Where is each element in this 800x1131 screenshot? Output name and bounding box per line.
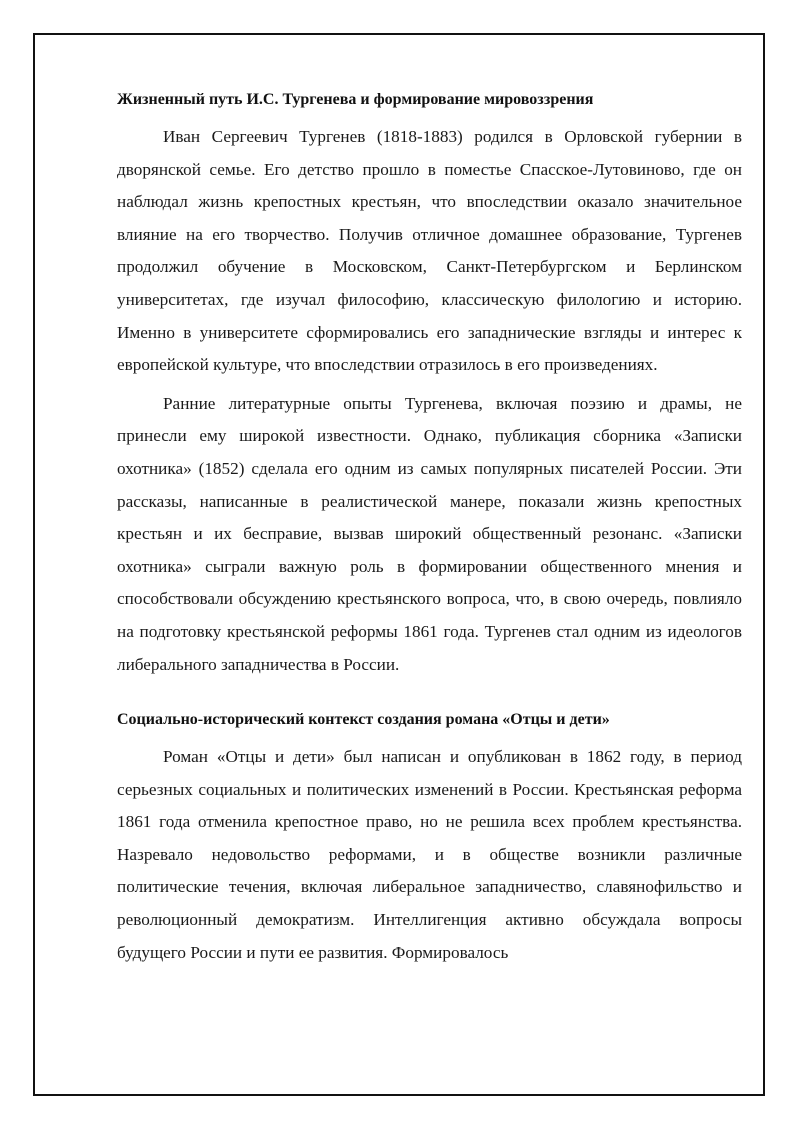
section-heading-life-path: Жизненный путь И.С. Тургенева и формирование мировоззрения [117, 91, 594, 108]
document-body [117, 84, 742, 975]
section-heading-historical-context: Социально-исторический контекст создания романа «Отцы и дети» [117, 711, 610, 729]
paragraph-novel-context: Роман «Отцы и дети» был написан и опубликован в 1862 году, в период серьезных социальных и политических изменений в России. Крестьянская реформа 1861 года отменила крепостное право, но не решила всех проблем крестьянства. Назревало недовольство реформами, и в обществе возникли различные политические течения, включая либеральное западничество, славянофильство и революционный демократизм. Интеллигенция активно обсуждала вопросы будущего России и пути ее развития. Формировалось [117, 747, 742, 962]
paragraph-biography: Иван Сергеевич Тургенев (1818-1883) родился в Орловской губернии в дворянской семье. Его детство прошло в поместье Спасское-Лутовиново, где он наблюдал жизнь крепостных крестьян, что впоследствии оказало значительное влияние на его творчество. Получив отличное домашнее образование, Тургенев продолжил обучение в Московском, Санкт-Петербургском и Берлинском университетах, где изучал философию, классическую филологию и историю. Именно в университете сформировались его западнические взгляды и интерес к европейской культуре, что впоследствии отразилось в его произведениях. [117, 127, 742, 375]
paragraph-early-works: Ранние литературные опыты Тургенева, включая поэзию и драмы, не принесли ему широкой известности. Однако, публикация сборника «Записки охотника» (1852) сделала его одним из самых популярных писателей России. Эти рассказы, написанные в реалистической манере, показали жизнь крепостных крестьян и их бесправие, вызвав широкий общественный резонанс. «Записки охотника» сыграли важную роль в формировании общественного мнения и способствовали обсуждению крестьянского вопроса, что, в свою очередь, повлияло на подготовку крестьянской реформы 1861 года. Тургенев стал одним из идеологов либерального западничества в России. [117, 393, 742, 674]
